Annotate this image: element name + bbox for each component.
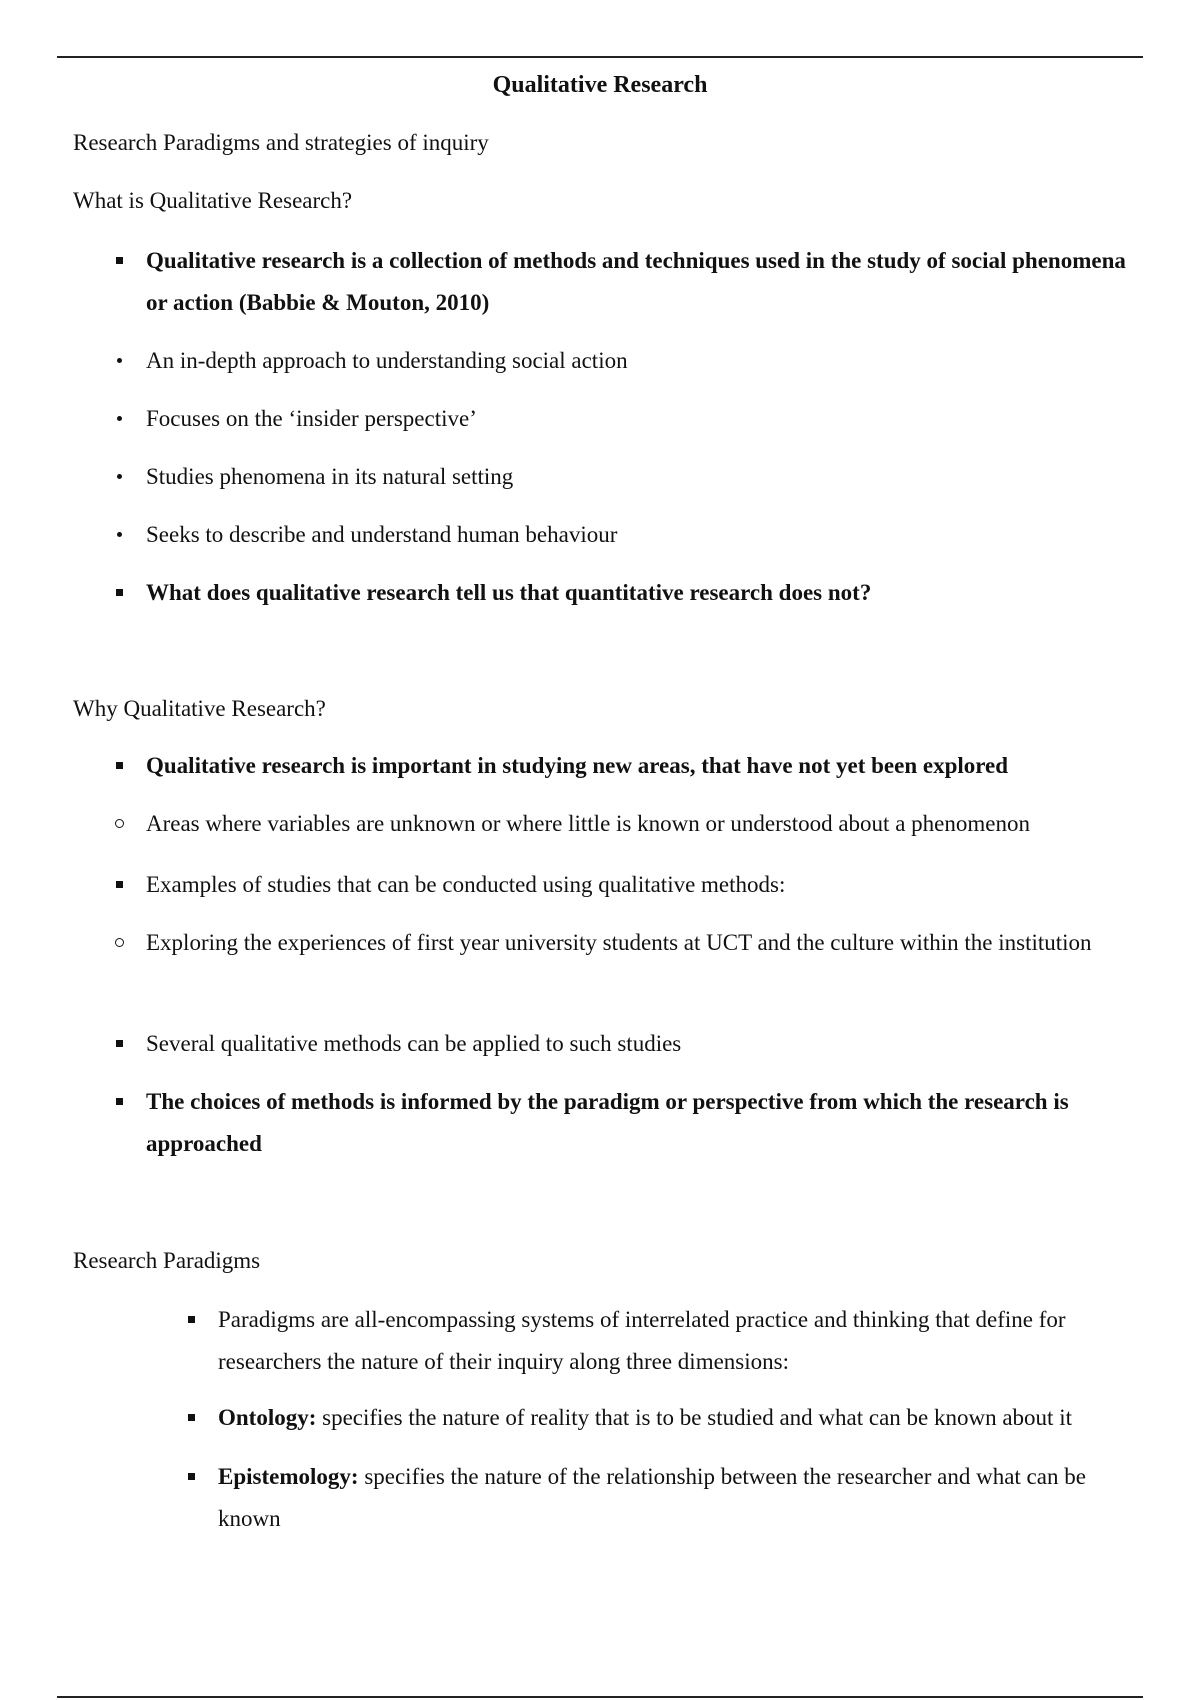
list-item: Exploring the experiences of first year university students at UCT and the culture within the institution [146, 930, 1092, 955]
page-title: Qualitative Research [492, 72, 708, 98]
list-item: Ontology: specifies the nature of reality that is to be studied and what can be known about it [218, 1405, 1072, 1430]
list-item: Qualitative research is a collection of methods and techniques used in the study of social phenomena or action (Babbie & Mouton, 2010) [146, 248, 1126, 315]
list-item: Qualitative research is important in studying new areas, that have not yet been explored [146, 753, 1009, 778]
section-heading-why: Why Qualitative Research? [73, 696, 326, 721]
section-heading-paradigms: Research Paradigms [73, 1248, 261, 1273]
list-item: Areas where variables are unknown or where little is known or understood about a phenomenon [146, 811, 1030, 836]
list-item: An in-depth approach to understanding social action [146, 348, 628, 373]
list-item: Paradigms are all-encompassing systems of interrelated practice and thinking that define for researchers the nature of their inquiry along three dimensions: [218, 1307, 1066, 1374]
list-item: Examples of studies that can be conducted using qualitative methods: [146, 872, 786, 897]
list-item: Several qualitative methods can be applied to such studies [146, 1031, 682, 1056]
term-epistemology: Epistemology: [218, 1464, 359, 1489]
section-heading-what: What is Qualitative Research? [73, 188, 353, 213]
subtitle: Research Paradigms and strategies of inquiry [73, 130, 489, 155]
bottom-rule [57, 1696, 1143, 1698]
top-rule [57, 56, 1143, 58]
list-item: Seeks to describe and understand human behaviour [146, 522, 618, 547]
term-ontology: Ontology: [218, 1405, 317, 1430]
list-item: Focuses on the ‘insider perspective’ [146, 406, 477, 431]
list-item: The choices of methods is informed by the paradigm or perspective from which the research is approached [146, 1089, 1069, 1156]
list-item: Studies phenomena in its natural setting [146, 464, 514, 489]
list-item: What does qualitative research tell us that quantitative research does not? [146, 580, 872, 605]
list-item: Epistemology: specifies the nature of the relationship between the researcher and what can be known [218, 1464, 1086, 1531]
